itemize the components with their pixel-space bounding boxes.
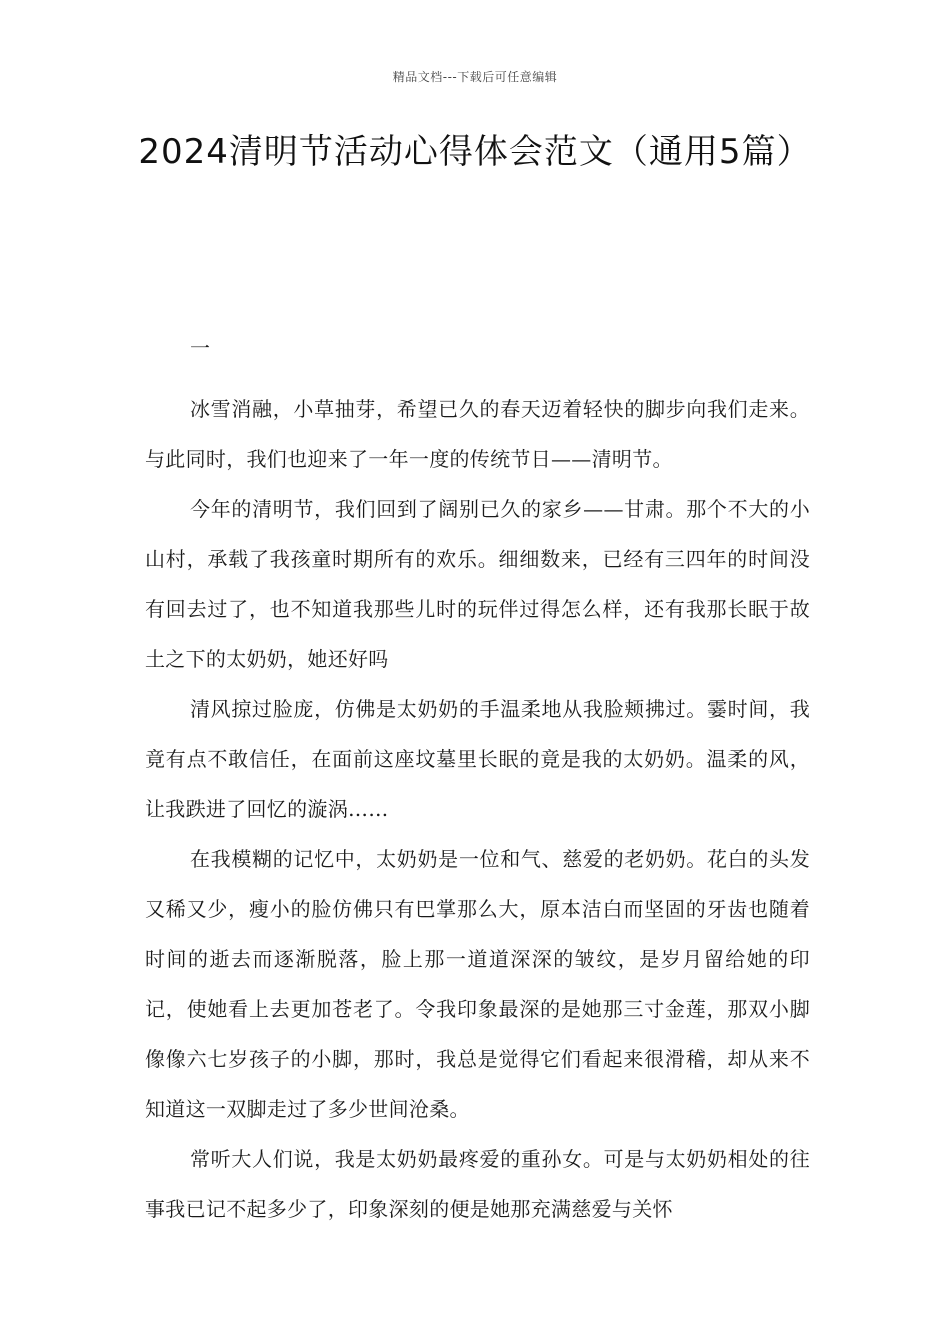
paragraph: 清风掠过脸庞，仿佛是太奶奶的手温柔地从我脸颊拂过。霎时间，我竟有点不敢信任，在面前这座坟墓里长眠的竟是我的太奶奶。温柔的风，让我跌进了回忆的漩涡……	[145, 697, 810, 821]
header-note: 精品文档---下载后可任意编辑	[392, 70, 558, 84]
paragraph: 今年的清明节，我们回到了阔别已久的家乡——甘肃。那个不大的小山村，承载了我孩童时期所有的欢乐。细细数来，已经有三四年的时间没有回去过了，也不知道我那些儿时的玩伴过得怎么样，还有我那长眠于故土之下的太奶奶，她还好吗	[145, 497, 810, 671]
document-title: 2024清明节活动心得体会范文（通用5篇）	[138, 132, 812, 172]
section-marker: 一	[190, 336, 210, 360]
paragraph: 常听大人们说，我是太奶奶最疼爱的重孙女。可是与太奶奶相处的往事我已记不起多少了，印象深刻的便是她那充满慈爱与关怀	[145, 1147, 810, 1221]
paragraph: 在我模糊的记忆中，太奶奶是一位和气、慈爱的老奶奶。花白的头发又稀又少，瘦小的脸仿佛只有巴掌那么大，原本洁白而坚固的牙齿也随着时间的逝去而逐渐脱落，脸上那一道道深深的皱纹，是岁月留给她的印记，使她看上去更加苍老了。令我印象最深的是她那三寸金莲，那双小脚像像六七岁孩子的小脚，那时，我总是觉得它们看起来很滑稽，却从来不知道这一双脚走过了多少世间沧桑。	[145, 847, 810, 1121]
paragraph: 冰雪消融，小草抽芽，希望已久的春天迈着轻快的脚步向我们走来。与此同时，我们也迎来了一年一度的传统节日——清明节。	[145, 397, 810, 471]
document-body	[145, 384, 810, 1234]
